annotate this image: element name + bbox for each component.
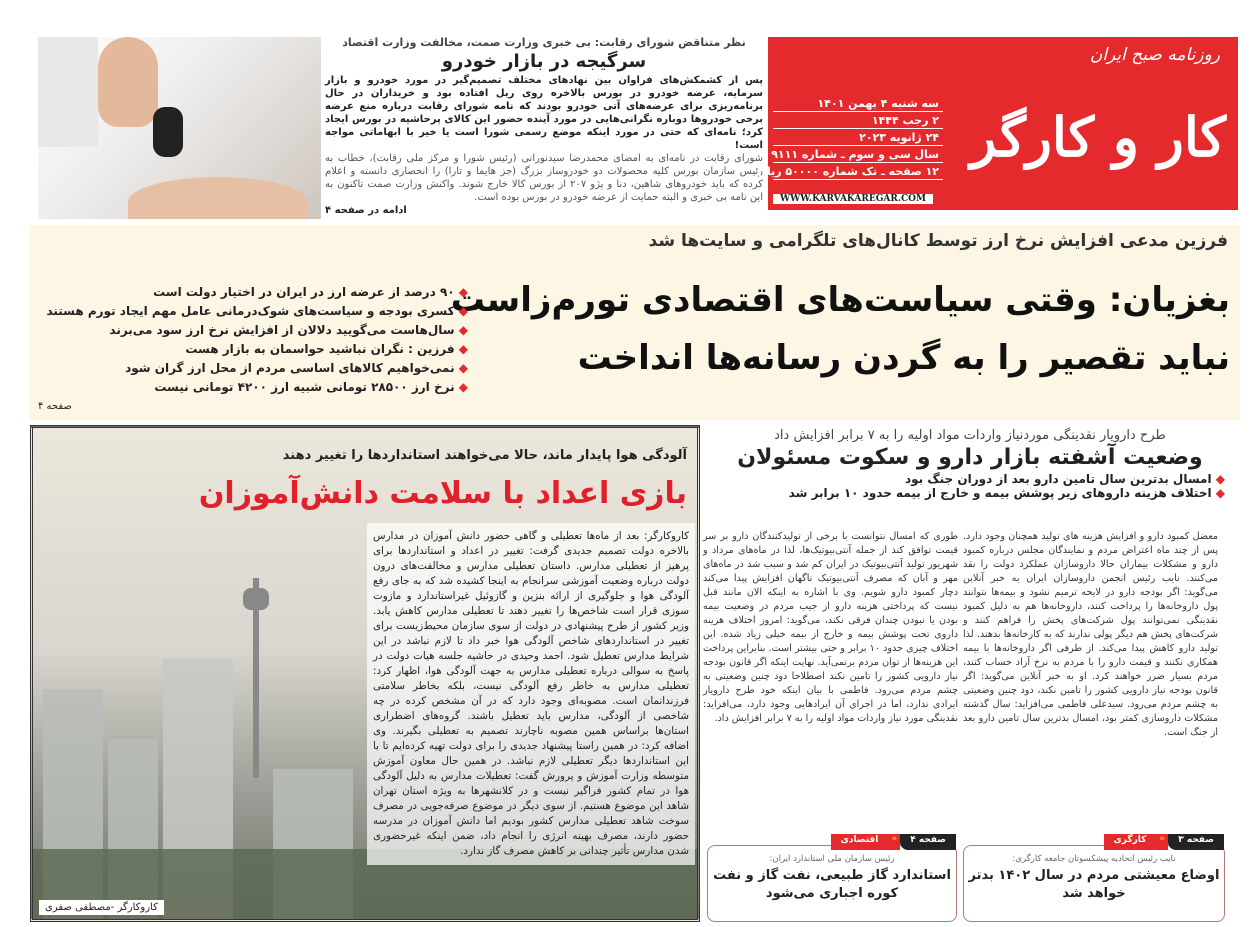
issue-number: سال سی و سوم ـ شماره ۹۱۱۱ — [773, 146, 943, 163]
top-article-body: شورای رقابت در نامه‌ای به امضای محمدرضا سیدنورانی (رئیس شورا و مرکز ملی رقابت)، خطاب به رئیس سازمان بورس کلیه محصولات دو خودروساز بزرگ (جز هایما و تارا) را انحصاری دانسته و اعلام کرده که باید خودروهای شاهین، دنا و پژو ۲۰۷ از بورس کالا خارج شوند. واکنش وزارت صمت تاکنون به این نامه بی خبری و البته حمایت از عرضه خودرو در بورس بوده است. — [325, 153, 763, 203]
bullet: ◆ امسال بدترین سال تامین دارو بعد از دوران جنگ بود — [705, 472, 1225, 486]
bullet: ◆ کسری بودجه و سیاست‌های شوک‌درمانی عامل مهم ایجاد تورم هستند — [38, 302, 468, 321]
milad-tower — [253, 578, 259, 778]
teaser-page: صفحه ۳ — [1168, 834, 1224, 850]
top-article-headline[interactable]: سرگیجه در بازار خودرو — [441, 51, 647, 72]
hand-holding-key — [98, 37, 158, 127]
drug-article — [705, 428, 1235, 500]
lead-kicker: فرزین مدعی افزایش نرخ ارز توسط کانال‌های تلگرامی و سایت‌ها شد — [648, 231, 1228, 251]
section-tab — [1104, 834, 1224, 850]
chevron-icon: « — [1156, 834, 1168, 850]
page-ref[interactable]: صفحه ۴ — [38, 401, 72, 412]
air-body: کاروکارگر: بعد از ماه‌ها تعطیلی و گاهی حضور دانش آموزان در مدارس بالاخره دولت تصمیم جدیدی گرفت: تغییر در اعداد و استانداردها برای پرهیز از تعطیلی مدارس. داستان تعطیلی مدارس و مخالفت‌های درون دولت درباره وضعیت آموزشی سرانجام به اینجا کشیده شد که به جای رفع آلودگی هوا و جلوگیری از ارائه بنزین و گازوئیل غیراستاندارد و مازوت سوزی قرار است شاخص‌ها را تغییر دهند تا تعطیلی مدارس کاهش یابد. وزیر کشور از طرح پیشنهادی در دولت از سوی سازمان محیط‌زیست برای تغییر در استانداردهای شاخص آلودگی هوا خبر داد تا لازم نباشد در این شرایط مدارس تعطیل شود. احمد وحیدی در حاشیه جلسه هیات دولت در پاسخ به سوالی درباره تعطیلی مدارس به جهت آلودگی هوا، اظهار کرد: تعطیلی مدارس به خاطر رفع آلودگی نیست، بلکه بخاطر سلامتی فرزندانمان است. مصوبه‌ای وجود دارد که در آن مشخص کرده در چه شاخصی از آلودگی، مدارس باید تعطیل باشند. گروه‌های اضطراری استان‌ها براساس همین مصوبه ناچارند تصمیم به تعطیلی بگیرند. وی اضافه کرد: در همین راستا پیشنهاد جدیدی را برای دولت تهیه کرده‌ایم تا با این استانداردها دیگر تعطیلی لازم نباشد. در همین حال معاون آموزش متوسطه وزارت آموزش و پرورش گفت: تعطیلات مدارس به دلیل آلودگی هوا در تمام کشور فراگیر نیست و در کلانشهرها به ویژه استان تهران شاهد این موضوع هستیم. از سوی دیگر در موضوع صرفه‌جویی در مصرف سوخت شاهد تعطیلی مدارس کشور بودیم اما دانش آموزان در مدرسه حضور دارند، مصرف بهینه انرژی را انجام داد، ضمن اینکه غیرحضوری شدن مدارس تأثیر چندانی بر کاهش مصرف گاز ندارد. — [367, 523, 695, 865]
drug-kicker: طرح دارویار نقدینگی موردنیاز واردات مواد اولیه را به ۷ برابر افزایش داد — [774, 428, 1166, 443]
bullet: ◆ نرخ ارز ۲۸۵۰۰ تومانی شبیه ارز ۴۲۰۰ تومانی نیست — [38, 378, 468, 397]
price: ۱۲ صفحه ـ تک شماره ۵۰۰۰۰ ریال — [773, 163, 943, 180]
date-gregorian: ۲۴ ژانویه ۲۰۲۳ — [773, 129, 943, 146]
bullet: ◆ نمی‌خواهیم کالاهای اساسی مردم از محل ارز گران شود — [38, 359, 468, 378]
lead-bullets — [38, 283, 468, 397]
top-article-lead: پس از کشمکش‌های فراوان بین نهادهای مختلف تصمیم‌گیر در مورد خودرو و بازار سرمایه، عرضه خودرو در بورس بالاخره روی ریل افتاده بود و خریداران در حال برنامه‌ریزی برای عرضه‌های آتی خودرو بودند که نامه شورای رقابت درباره منع عرضه برخی خودروها دوباره نگرانی‌هایی در مورد آینده حضور این کالای پرحاشیه در بورس ایجاد کرد؛ نامه‌ای که حتی در مورد اینکه موضع رسمی شورا است یا خیر با ابهاماتی مواجه است! — [325, 75, 763, 151]
car-key-photo — [38, 37, 321, 219]
bullet: ◆ ۹۰ درصد از عرضه ارز در ایران در اختیار دولت است — [38, 283, 468, 302]
masthead-subtitle: روزنامه صبح ایران — [1089, 45, 1220, 65]
bullet: ◆ اختلاف هزینه داروهای زیر پوشش بیمه و خارج از بیمه حدود ۱۰ برابر شد — [705, 486, 1225, 500]
drug-headline[interactable]: وضعیت آشفته بازار دارو و سکوت مسئولان — [737, 445, 1203, 470]
teaser-kicker: رئیس سازمان ملی استاندارد ایران: — [769, 854, 895, 864]
bullet: ◆ سال‌هاست می‌گویید دلالان از افزایش نرخ ارز سود می‌برند — [38, 321, 468, 340]
top-article-kicker: نظر متناقض شورای رقابت: بی خبری وزارت صمت، مخالفت وزارت اقتصاد — [342, 36, 746, 49]
drug-column-left: طوری که امسال نتوانست با برخی از تولیدکنندگان دارو بر سر قیمت توافق کند از جمله آنتی‌بیوتیک‌ها، لذا در ماه‌های مرداد و شهریور تولید آنتی‌بیوتیک در ایران کم شد و سبب شد در ماه‌های مهر و آبان که مصرف آنتی‌بیوتیک ناگهان افزایش پیدا می‌کند دچار کمبود دارو شویم. وی با اشاره به اینکه الان مانند قبل نیست که پرداختی هزینه دارو از جیب مردم در وضعیت بیمه بودن یا نبودن چندان فرقی نکند، می‌گوید: امروز اختلاف هزینه داروی تحت پوشش بیمه و خارج از بیمه خیلی زیاد شده. این اختلاف چیزی حدود ۱۰ برابر و حتی بیشتر است. بنابراین پرداخت این هزینه‌ها از توان مردم برنمی‌آید. نهایت اینکه اگر قانون بودجه نیاز دارویی کشور را تامین نکند اصطلاحا دود چنین وضعیتی به چشم مردم می‌رود. فاطمی با بیان اینکه خود طرح دارویار ایرادی ندارد، اما در اجرای آن ایرادهایی وجود دارد، می‌افزاید: نقدینگی مورد نیاز واردات مواد اولیه را به ۷ برابر افزایش داد. — [703, 531, 958, 724]
continued-link[interactable]: ادامه در صفحه ۴ — [325, 205, 407, 216]
masthead — [757, 37, 1238, 210]
sleeve — [38, 37, 98, 147]
air-headline[interactable]: بازی اعداد با سلامت دانش‌آموزان — [198, 476, 687, 511]
teaser-labor[interactable] — [963, 834, 1225, 922]
lead-story-banner — [30, 225, 1240, 420]
air-pollution-article — [30, 425, 700, 922]
teaser-page: صفحه ۴ — [900, 834, 956, 850]
open-hand — [128, 177, 308, 219]
section-tab — [831, 834, 956, 850]
masthead-logo: کار و کارگر — [970, 105, 1226, 169]
teaser-headline: استاندارد گاز طبیعی، نفت گاز و نفت کوره اجباری می‌شود — [713, 868, 951, 901]
drug-bullets — [705, 472, 1235, 500]
photo-credit: کاروکارگر -مصطفی صفری — [39, 900, 164, 915]
teaser-section: کارگری — [1104, 834, 1157, 850]
bullet: ◆ فرزین : نگران نباشید حواسمان به بازار هست — [38, 340, 468, 359]
air-kicker: آلودگی هوا پایدار ماند، حالا می‌خواهند استانداردها را تغییر دهند — [282, 448, 687, 463]
teaser-headline: اوضاع معیشتی مردم در سال ۱۴۰۲ بدتر خواهد شد — [968, 868, 1220, 901]
masthead-info — [757, 95, 943, 180]
date-persian: سه شنبه ۴ بهمن ۱۴۰۱ — [773, 95, 943, 112]
drug-column-right: معضل کمبود دارو و افزایش هزینه های تولید همچنان وجود دارد. پس از چند ماه اعتراض مردم و نمایندگان مجلس درباره کمبود دارو و مشکلات بیماران حالا داروسازان عملکرد دولت را نقد می‌کنند. نایب رئیس انجمن داروسازان ایران به خبر آنلاین می‌گوید: اگر بودجه دارو در لایحه ترمیم نشود و بیمه‌ها نتوانند پول داروخانه‌ها را پرداخت کنند، داروخانه‌ها هم به دلیل کمبود نقدینگی نمی‌توانند پول شرکت‌های پخش را فراهم کنند و شرکت‌های پخش هم دیگر پولی ندارند که به کارخانه‌ها بدهند. لذا تولید دارو کاهش پیدا می‌کند. از طرفی اگر داروخانه‌ها با بیمه همکاری نکنند و قیمت دارو را با مردم به نرخ آزاد حساب کنند، مردم بسیار ضرر خواهند کرد. او به خبر آنلاین می‌گوید: اگر قانون بودجه نیاز دارویی کشور را تامین نکند، دود چنین وضعیتی به چشم مردم می‌رود. سیدعلی فاطمی می‌افزاید: سال گذشته مشکلات داروسازی کمتر بود، امسال بدترین سال تامین دارو بعد از جنگ است. — [963, 531, 1218, 738]
top-article — [325, 36, 763, 217]
teaser-kicker: نایب رئیس اتحادیه پیشکسوتان جامعه کارگری: — [1012, 854, 1176, 864]
teaser-economy[interactable] — [707, 834, 957, 922]
car-key-icon — [153, 107, 183, 157]
date-hijri: ۲ رجب ۱۴۴۴ — [773, 112, 943, 129]
lead-headline[interactable] — [450, 271, 1230, 387]
lead-headline-line1: بغزیان: وقتی سیاست‌های اقتصادی تورم‌زاست — [450, 280, 1230, 320]
lead-headline-line2: نباید تقصیر را به گردن رسانه‌ها انداخت — [577, 338, 1230, 378]
chevron-icon: « — [888, 834, 900, 850]
website-url[interactable]: WWW.KARVAKAREGAR.COM — [773, 194, 933, 204]
teaser-section: اقتصادی — [831, 834, 889, 850]
